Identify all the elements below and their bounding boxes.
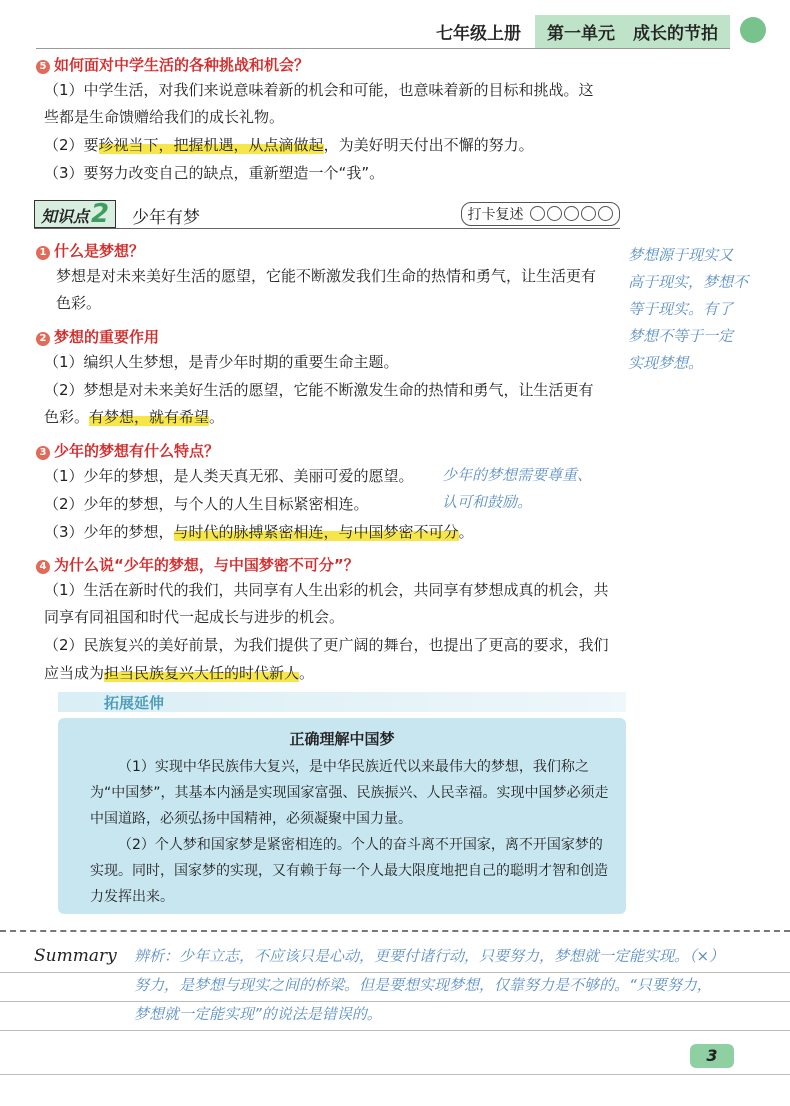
k3-title: 少年的梦想有什么特点？ [54, 442, 220, 460]
margin-note-right [628, 242, 748, 377]
q5-number-icon: 5 [36, 60, 50, 74]
k4-p2b-b: 。 [299, 664, 315, 682]
k3-p3-a: （3）少年的梦想， [44, 523, 174, 541]
q5-p2-highlight: 珍视当下，把握机遇，从点滴做起 [98, 136, 324, 154]
extension-title: 正确理解中国梦 [289, 730, 395, 748]
note-line: 等于现实。有了 [628, 300, 734, 318]
k1-number-icon: 1 [36, 246, 50, 260]
kp-badge-label: 知识点 [41, 207, 90, 226]
k2-p2b [44, 407, 224, 428]
q5-p1b: 些都是生命馈赠给我们的成长礼物。 [44, 108, 285, 126]
k4-title: 为什么说“少年的梦想，与中国梦密不可分”？ [54, 556, 359, 574]
q5-p2-b: ，为美好明天付出不懈的努力。 [323, 136, 534, 154]
unit-label [535, 15, 730, 48]
summary-rule [0, 1074, 790, 1075]
margin-note-mid [442, 462, 592, 516]
check-circle-icon[interactable] [564, 206, 579, 221]
k3-highlight: 与时代的脉搏紧密相连，与中国梦密不可分 [173, 523, 459, 541]
check-in-review [461, 202, 620, 226]
summary-line: 梦想就一定能实现”的说法是错误的。 [134, 1005, 382, 1023]
header-circle-icon [740, 17, 766, 43]
k1-title: 什么是梦想？ [54, 242, 145, 260]
k3-p3 [44, 522, 474, 543]
header-divider [36, 48, 730, 49]
extension-box [58, 718, 626, 914]
k2-highlight: 有梦想，就有希望 [89, 408, 210, 426]
note-line: 少年的梦想需要尊重、 [442, 466, 593, 484]
summary-rule [0, 1030, 790, 1031]
knowledge-point-bar [34, 200, 620, 229]
k1-heading [36, 240, 144, 261]
k3-p1: （1）少年的梦想，是人类天真无邪、美丽可爱的愿望。 [44, 467, 414, 485]
q5-heading [36, 54, 309, 75]
k4-heading [36, 554, 359, 575]
page-number: 3 [690, 1044, 734, 1068]
k2-p1: （1）编织人生梦想，是青少年时期的重要生命主题。 [44, 353, 399, 371]
page-header [436, 14, 730, 48]
note-line: 实现梦想。 [628, 354, 704, 372]
note-line: 梦想不等于一定 [628, 327, 734, 345]
note-line: 认可和鼓励。 [442, 493, 533, 511]
extension-label: 拓展延伸 [104, 694, 165, 712]
kp-title: 少年有梦 [132, 208, 200, 228]
unit-title: 成长的节拍 [633, 23, 718, 44]
k4-number-icon: 4 [36, 560, 50, 574]
q5-p3: （3）要努力改变自己的缺点，重新塑造一个“我”。 [44, 164, 385, 182]
summary-divider [0, 930, 790, 932]
note-line: 高于现实，梦想不 [628, 273, 749, 291]
k4-p1b: 同享有同祖国和时代一起成长与进步的机会。 [44, 608, 345, 626]
note-line: 梦想源于现实又 [628, 246, 734, 264]
k2-p2b-b: 。 [209, 408, 225, 426]
k4-highlight: 担当民族复兴大任的时代新人 [104, 664, 300, 682]
q5-p2-a: （2）要 [44, 136, 99, 154]
knowledge-point-badge [34, 200, 116, 228]
summary-line: 努力，是梦想与现实之间的桥梁。但是要想实现梦想，仅靠努力是不够的。“只要努力， [134, 976, 712, 994]
k4-p2b [44, 663, 314, 684]
check-circle-icon[interactable] [547, 206, 562, 221]
q5-p2 [44, 135, 534, 156]
grade-label: 七年级上册 [436, 23, 521, 44]
check-circle-icon[interactable] [530, 206, 545, 221]
summary-label: Summary [34, 946, 117, 966]
unit-number: 第一单元 [547, 23, 615, 44]
k3-p3-b: 。 [458, 523, 474, 541]
summary-text [134, 942, 754, 1029]
check-in-label: 打卡复述 [467, 207, 524, 223]
k4-p2: （2）民族复兴的美好前景，为我们提供了更广阔的舞台，也提出了更高的要求，我们 [44, 636, 609, 654]
k4-p2b-a: 应当成为 [44, 664, 105, 682]
kp-badge-number: 2 [91, 199, 110, 229]
k3-p2: （2）少年的梦想，与个人的人生目标紧密相连。 [44, 495, 369, 513]
k1-p1: 梦想是对未来美好生活的愿望，它能不断激发我们生命的热情和勇气，让生活更有 [56, 267, 597, 285]
k2-number-icon: 2 [36, 332, 50, 346]
k2-p2: （2）梦想是对未来美好生活的愿望，它能不断激发生命的热情和勇气，让生活更有 [44, 381, 594, 399]
extension-p2: （2）个人梦和国家梦是紧密相连的。个人的奋斗离不开国家，离不开国家梦的实现。同时，国家梦的实现，又有赖于每一个人最大限度地把自己的聪明才智和创造力发挥出来。 [90, 837, 608, 905]
q5-p1: （1）中学生活，对我们来说意味着新的机会和可能，也意味着新的目标和挑战。这 [44, 81, 594, 99]
summary-line: 辨析：少年立志，不应该只是心动，更要付诸行动，只要努力，梦想就一定能实现。（×） [134, 947, 725, 965]
k4-p1: （1）生活在新时代的我们，共同享有人生出彩的机会，共同享有梦想成真的机会，共 [44, 581, 609, 599]
k3-number-icon: 3 [36, 446, 50, 460]
k2-heading [36, 326, 159, 347]
q5-title: 如何面对中学生活的各种挑战和机会？ [54, 56, 310, 74]
check-circle-icon[interactable] [581, 206, 596, 221]
k2-title: 梦想的重要作用 [54, 328, 160, 346]
k1-p1b: 色彩。 [56, 294, 102, 312]
k2-p2b-a: 色彩。 [44, 408, 90, 426]
extension-p1: （1）实现中华民族伟大复兴，是中华民族近代以来最伟大的梦想，我们称之为“中国梦”，其基本内涵是实现国家富强、民族振兴、人民幸福。实现中国梦必须走中国道路，必须弘扬中国精神，必须凝聚中国力量。 [90, 759, 609, 827]
k3-heading [36, 440, 219, 461]
check-circle-icon[interactable] [598, 206, 613, 221]
